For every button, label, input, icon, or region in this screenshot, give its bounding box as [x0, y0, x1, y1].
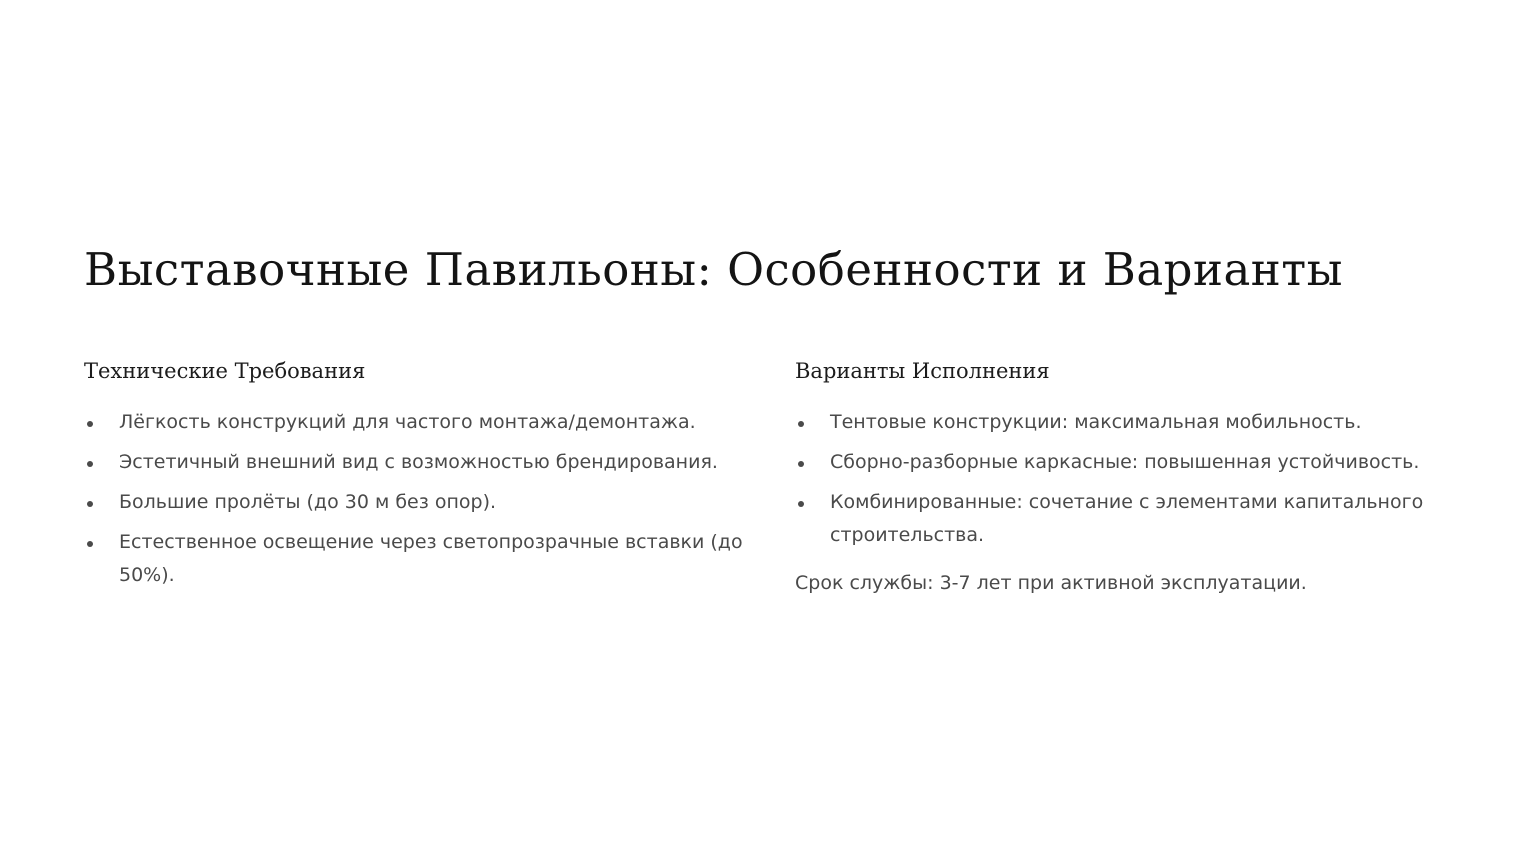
bullet-icon: [798, 501, 804, 507]
execution-variants-section: [795, 354, 1455, 600]
service-life-note: Срок службы: 3-7 лет при активной эксплуатации.: [795, 572, 1307, 594]
list-item: [84, 486, 744, 519]
list-item: [84, 446, 744, 479]
list-item-text: Тентовые конструкции: максимальная мобильность.: [830, 411, 1362, 433]
list-item: [795, 486, 1455, 552]
bullet-icon: [798, 421, 804, 427]
requirements-list: [84, 406, 744, 592]
variants-list: [795, 406, 1455, 552]
list-item: [84, 526, 744, 592]
list-item: [84, 406, 744, 439]
list-item: [795, 406, 1455, 439]
bullet-icon: [87, 541, 93, 547]
slide-title: Выставочные Павильоны: Особенности и Варианты: [84, 243, 1343, 296]
technical-requirements-section: [84, 354, 744, 599]
list-item-text: Естественное освещение через светопрозрачные вставки (до 50%).: [119, 531, 743, 586]
bullet-icon: [87, 421, 93, 427]
list-item: [795, 446, 1455, 479]
section-heading: Технические Требования: [84, 359, 366, 383]
bullet-icon: [798, 461, 804, 467]
section-heading: Варианты Исполнения: [795, 359, 1050, 383]
list-item-text: Комбинированные: сочетание с элементами капитального строительства.: [830, 491, 1424, 546]
bullet-icon: [87, 501, 93, 507]
list-item-text: Сборно-разборные каркасные: повышенная устойчивость.: [830, 451, 1420, 473]
list-item-text: Большие пролёты (до 30 м без опор).: [119, 491, 497, 513]
list-item-text: Лёгкость конструкций для частого монтажа/демонтажа.: [119, 411, 696, 433]
bullet-icon: [87, 461, 93, 467]
list-item-text: Эстетичный внешний вид с возможностью брендирования.: [119, 451, 718, 473]
